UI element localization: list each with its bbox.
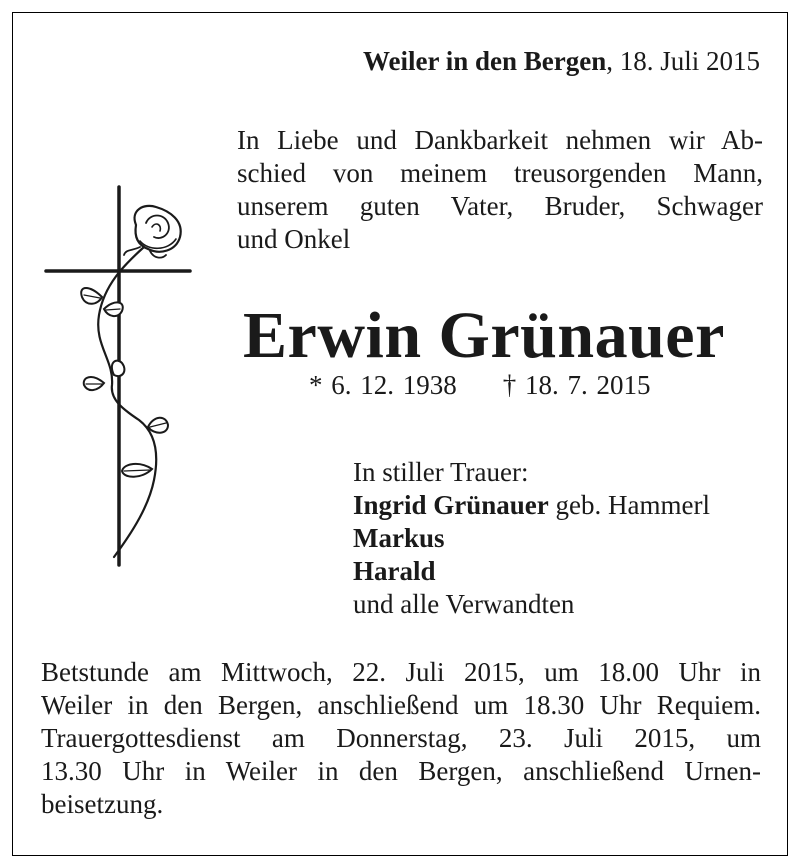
- intro-text: [237, 124, 763, 256]
- service-line: Betstunde am Mittwoch, 22. Juli 2015, um 18.00 Uhr in: [41, 657, 761, 687]
- mourner-child: Markus: [353, 523, 445, 553]
- mourner-child: Harald: [353, 556, 436, 586]
- spouse-maiden-name: geb. Hammerl: [548, 490, 710, 520]
- mourner-relatives: und alle Verwandten: [353, 589, 575, 619]
- mourners-heading: In stiller Trauer:: [353, 457, 529, 487]
- dateline: [363, 46, 760, 77]
- service-line: Weiler in den Bergen, anschließend um 18.30 Uhr Requiem.: [41, 690, 761, 720]
- life-dates: [309, 370, 651, 401]
- spouse-name: Ingrid Grünauer: [353, 490, 549, 520]
- service-details: [41, 656, 761, 821]
- cross-with-rose-icon: [44, 185, 194, 570]
- dateline-place: Weiler in den Bergen: [362, 46, 607, 76]
- birth-date: * 6. 12. 1938: [309, 370, 457, 400]
- service-line: Trauergottesdienst am Donnerstag, 23. Juli 2015, um: [41, 723, 761, 753]
- service-line: beisetzung.: [41, 789, 164, 819]
- mourner-spouse: [353, 489, 710, 522]
- service-line: 13.30 Uhr in Weiler in den Bergen, anschließend Urnen-: [41, 756, 761, 786]
- intro-line: und Onkel: [237, 224, 351, 254]
- death-date: † 18. 7. 2015: [502, 370, 651, 400]
- intro-line: schied von meinem treusorgenden Mann,: [237, 158, 763, 188]
- mourners-block: [353, 456, 710, 621]
- intro-line: In Liebe und Dankbarkeit nehmen wir Ab-: [237, 125, 763, 155]
- intro-line: unserem guten Vater, Bruder, Schwager: [237, 191, 763, 221]
- dateline-date: , 18. Juli 2015: [606, 46, 760, 76]
- deceased-name: Erwin Grünauer: [243, 299, 725, 372]
